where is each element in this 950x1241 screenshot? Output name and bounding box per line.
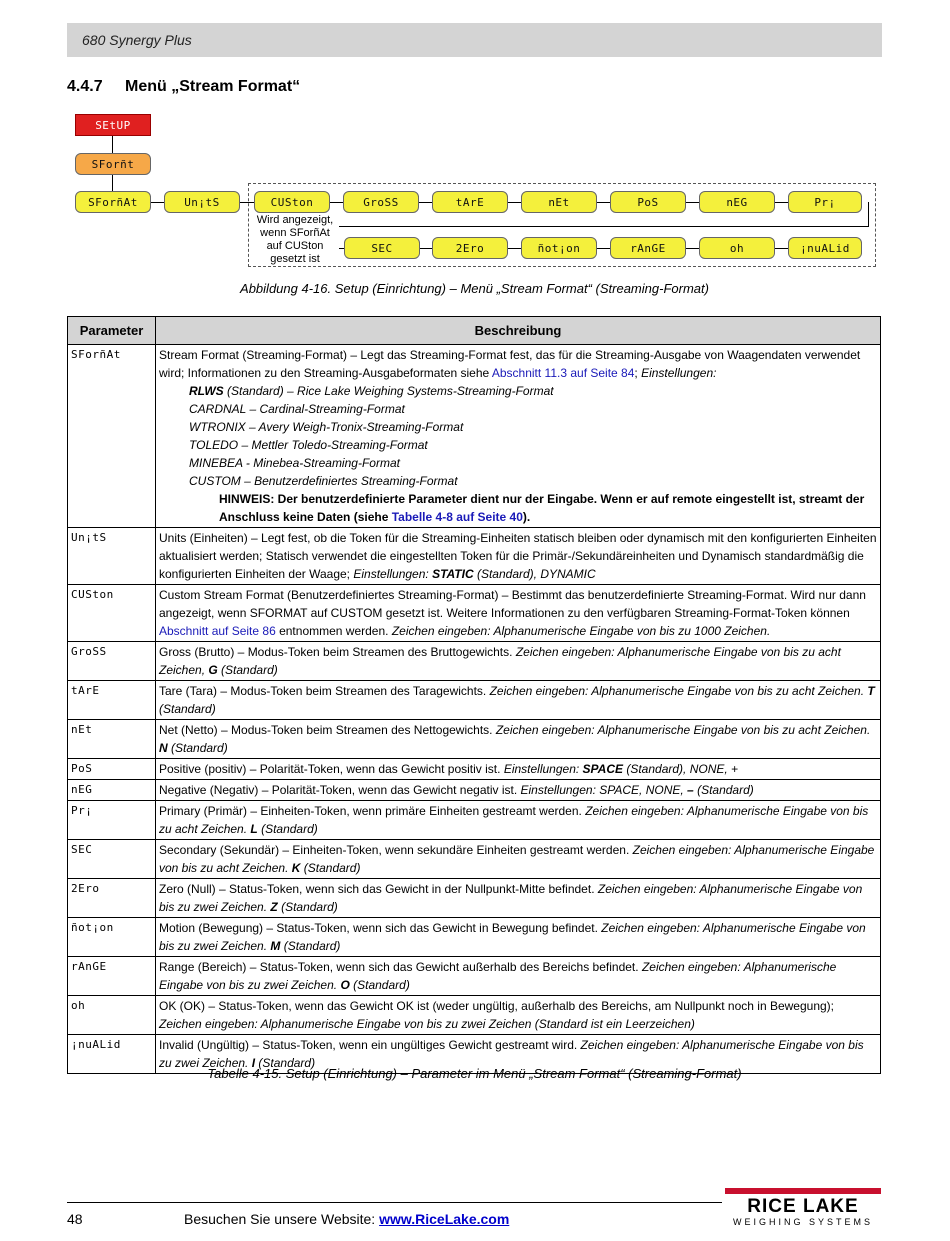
connector [112,136,113,153]
menu-item-pos: PoS [610,191,686,213]
desc-text: Positive (positiv) – Polarität-Token, wenn das Gewicht positiv ist. [159,762,504,776]
connector [775,248,789,249]
desc-italic: (Standard), DYNAMIC [473,567,596,581]
table-row [68,681,881,720]
desc-text: Secondary (Sekundär) – Einheiten-Token, wenn sekundäre Einheiten gestreamt werden. [159,843,633,857]
section-link[interactable]: Abschnitt 11.3 auf Seite 84 [491,366,635,380]
param-description [156,585,881,642]
figure-caption: Abbildung 4-16. Setup (Einrichtung) – Menü „Stream Format“ (Streaming-Format) [240,281,709,296]
desc-italic: Einstellungen: [641,366,717,380]
menu-item-gross: GroSS [343,191,419,213]
param-description [156,528,881,585]
desc-default: O [340,978,350,992]
param-description [156,642,881,681]
desc-text: Net (Netto) – Modus-Token beim Streamen des Nettogewichts. [159,723,496,737]
connector [508,248,522,249]
desc-default: M [270,939,281,953]
connector [686,202,700,203]
table-link[interactable]: Tabelle 4-8 auf Seite 40 [391,510,523,524]
desc-italic: Zeichen eingeben: Alphanumerische Eingabe von bis zu zwei Zeichen (Standard ist ein Leerzeichen) [159,1017,695,1031]
param-name: CUSton [68,585,156,642]
footer-visit [184,1211,509,1227]
note-text: ). [522,510,531,524]
menu-item-tare: tArE [432,191,508,213]
desc-italic: Zeichen eingeben: Alphanumerische Eingabe von bis zu zwei Zeichen. [159,1038,864,1070]
param-description [156,801,881,840]
desc-italic: (Standard) [159,702,216,716]
connector [419,202,433,203]
connector [151,202,165,203]
param-description [156,840,881,879]
table-row [68,642,881,681]
table-row [68,345,881,528]
desc-text: ; [634,366,642,380]
param-name: nEG [68,780,156,801]
page-number: 48 [67,1211,83,1227]
table-row [68,528,881,585]
desc-text: Negative (Negativ) – Polarität-Token, wenn das Gewicht negativ ist. [159,783,521,797]
table-row [68,840,881,879]
desc-italic: Zeichen eingeben: Alphanumerische Eingabe von bis zu acht Zeichen. [489,684,868,698]
menu-item-units: Un¡tS [164,191,240,213]
menu-sformat: SForñt [75,153,151,175]
desc-text: Invalid (Ungültig) – Status-Token, wenn ein ungültiges Gewicht gestreamt wird. [159,1038,581,1052]
visit-text: Besuchen Sie unsere Website: [184,1211,380,1227]
table-row [68,759,881,780]
menu-item-ok: oh [699,237,775,259]
connector [112,175,113,191]
desc-italic: Zeichen eingeben: Alphanumerische Eingabe von bis zu zwei Zeichen. [159,882,863,914]
desc-default: T [867,684,875,698]
desc-text: Zero (Null) – Status-Token, wenn sich das Gewicht in der Nullpunkt-Mitte befindet. [159,882,598,896]
desc-italic: Zeichen eingeben: Alphanumerische Eingabe von bis zu 1000 Zeichen. [391,624,771,638]
desc-italic: (Standard) [349,978,410,992]
option-custom: CUSTOM – Benutzerdefiniertes Streaming-Format [189,474,458,488]
desc-italic: Einstellungen: SPACE, NONE, [520,783,688,797]
logo-subtitle: WEIGHING SYSTEMS [732,1217,873,1227]
desc-default: I [251,1056,256,1070]
param-name: tArE [68,681,156,720]
column-header-description: Beschreibung [156,317,881,345]
param-name: ¡nuALid [68,1035,156,1074]
connector [868,202,869,226]
param-description [156,780,881,801]
param-description [156,996,881,1035]
custom-note-text [219,490,877,526]
option-minebea: MINEBEA - Minebea-Streaming-Format [189,456,400,470]
connector [330,202,344,203]
connector [240,202,254,203]
param-description [156,957,881,996]
menu-item-pri: Pr¡ [788,191,862,213]
param-name: 2Ero [68,879,156,918]
logo-name: RICE LAKE [747,1196,859,1217]
param-description [156,759,881,780]
option-default: RLWS [189,384,224,398]
table-row [68,879,881,918]
parameter-table [67,316,881,1074]
website-link[interactable]: www.RiceLake.com [379,1211,510,1227]
param-name: PoS [68,759,156,780]
table-header-row [68,317,881,345]
connector [338,226,869,227]
table-row [68,918,881,957]
desc-italic: Zeichen eingeben: Alphanumerische Eingabe von bis zu acht Zeichen. [159,843,875,875]
menu-item-net: nEt [521,191,597,213]
menu-item-range: rAnGE [610,237,686,259]
connector [597,202,611,203]
desc-text: Range (Bereich) – Status-Token, wenn sich das Gewicht außerhalb des Bereichs befindet. [159,960,642,974]
note-text: HINWEIS: Der benutzerdefinierte Parameter dient nur der Eingabe. Wenn er auf remote eingestellt ist, streamt der Anschluss keine Daten (siehe [219,492,865,524]
desc-default: STATIC [432,567,474,581]
desc-text: OK (OK) – Status-Token, wenn das Gewicht OK ist (weder ungültig, außerhalb des Bereichs, am Nullpunkt noch in Bewegung); [159,999,834,1013]
menu-item-sec: SEC [344,237,420,259]
desc-default: Z [270,900,278,914]
option-wtronix: WTRONIX – Avery Weigh-Tronix-Streaming-Format [189,420,464,434]
param-description [156,681,881,720]
desc-text: entnommen werden. [275,624,392,638]
param-name: ñot¡on [68,918,156,957]
connector [508,202,522,203]
desc-text: Custom Stream Format (Benutzerdefiniertes Streaming-Format) – Bestimmt das benutzerdefinierte Streaming-Format. Wird nur dann angezeigt, wenn SFORMAT auf CUSTOM gesetzt ist. Weitere Informationen zu den verfügbaren Streaming-Format-Token können [159,588,866,620]
param-name: Pr¡ [68,801,156,840]
param-description [156,720,881,759]
desc-default: SPACE [582,762,623,776]
desc-italic: Zeichen eingeben: Alphanumerische Eingabe von bis zu zwei Zeichen. [159,960,837,992]
menu-setup: SEtUP [75,114,151,136]
desc-italic: (Standard) [217,663,278,677]
header-title: 680 Synergy Plus [82,32,192,48]
section-link[interactable]: Abschnitt auf Seite 86 [159,624,276,638]
table-row [68,585,881,642]
desc-default: L [250,822,258,836]
page-header [67,23,882,57]
param-description [156,879,881,918]
option-cardnal: CARDNAL – Cardinal-Streaming-Format [189,402,405,416]
desc-text: Units (Einheiten) – Legt fest, ob die Token für die Streaming-Einheiten statisch bleiben oder dynamisch mit den konfigurierten Einheiten aktualisiert werden; Statisch verwendet die eingestellten Token für die Primär-/Sekundäreinheiten und Dynamisch standardmäßig die konfigurierten Einheiten der Waage; [159,531,877,581]
menu-item-invalid: ¡nuALid [788,237,862,259]
param-name: SForñAt [68,345,156,528]
param-name: rAnGE [68,957,156,996]
option-toledo: TOLEDO – Mettler Toledo-Streaming-Format [189,438,428,452]
table-row [68,957,881,996]
param-description [156,918,881,957]
desc-italic: Einstellungen: [353,567,433,581]
menu-item-zero: 2Ero [432,237,508,259]
desc-default: K [291,861,301,875]
param-description [156,345,881,528]
connector [597,248,611,249]
section-number: 4.4.7 [67,78,103,95]
option-rlws [189,382,877,400]
table-row [68,720,881,759]
desc-italic: Einstellungen: [503,762,583,776]
desc-italic: (Standard) [693,783,754,797]
desc-italic: (Standard), NONE, + [623,762,739,776]
section-title [67,78,300,96]
option-text: (Standard) – Rice Lake Weighing Systems-Streaming-Format [223,384,554,398]
param-name: Un¡tS [68,528,156,585]
menu-item-custom: CUSton [254,191,330,213]
menu-item-sformat: SForñAt [75,191,151,213]
desc-italic: (Standard) [277,900,338,914]
footer-rule [67,1202,722,1203]
desc-text: Primary (Primär) – Einheiten-Token, wenn primäre Einheiten gestreamt werden. [159,804,586,818]
desc-text: Gross (Brutto) – Modus-Token beim Streamen des Bruttogewichts. [159,645,516,659]
section-heading: Menü „Stream Format“ [125,78,301,95]
desc-default: N [159,741,168,755]
custom-note: Wird angezeigt, wenn SForñAt auf CUSton gesetzt ist [251,214,339,266]
connector [686,248,700,249]
desc-italic: Zeichen eingeben: Alphanumerische Eingabe von bis zu acht Zeichen. [159,804,869,836]
table-caption: Tabelle 4-15. Setup (Einrichtung) – Parameter im Menü „Stream Format“ (Streaming-Format) [207,1066,742,1081]
param-name: nEt [68,720,156,759]
table-row [68,801,881,840]
param-name: oh [68,996,156,1035]
column-header-parameter: Parameter [68,317,156,345]
desc-italic: (Standard) [255,1056,316,1070]
desc-default: – [687,783,694,797]
param-name: GroSS [68,642,156,681]
table-row [68,996,881,1035]
param-name: SEC [68,840,156,879]
desc-italic: (Standard) [257,822,318,836]
desc-italic: Zeichen eingeben: Alphanumerische Eingabe von bis zu zwei Zeichen. [159,921,866,953]
table-row [68,780,881,801]
connector [775,202,789,203]
desc-italic: (Standard) [280,939,341,953]
desc-italic: (Standard) [300,861,361,875]
logo-bar [725,1188,881,1194]
desc-text: Motion (Bewegung) – Status-Token, wenn sich das Gewicht in Bewegung befindet. [159,921,602,935]
desc-italic: Zeichen eingeben: Alphanumerische Eingabe von bis zu acht Zeichen. [495,723,871,737]
desc-italic: (Standard) [167,741,228,755]
desc-text: Stream Format (Streaming-Format) – Legt das Streaming-Format fest, das für die Streaming-Ausgabe von Waagendaten verwendet wird; Informationen zu den Streaming-Ausgabeformaten siehe [159,348,861,380]
menu-item-motion: ñot¡on [521,237,597,259]
desc-text: Tare (Tara) – Modus-Token beim Streamen des Taragewichts. [159,684,490,698]
desc-italic: Zeichen eingeben: Alphanumerische Eingabe von bis zu acht Zeichen, [159,645,841,677]
rice-lake-logo [725,1188,881,1228]
desc-default: G [208,663,218,677]
menu-item-neg: nEG [699,191,775,213]
